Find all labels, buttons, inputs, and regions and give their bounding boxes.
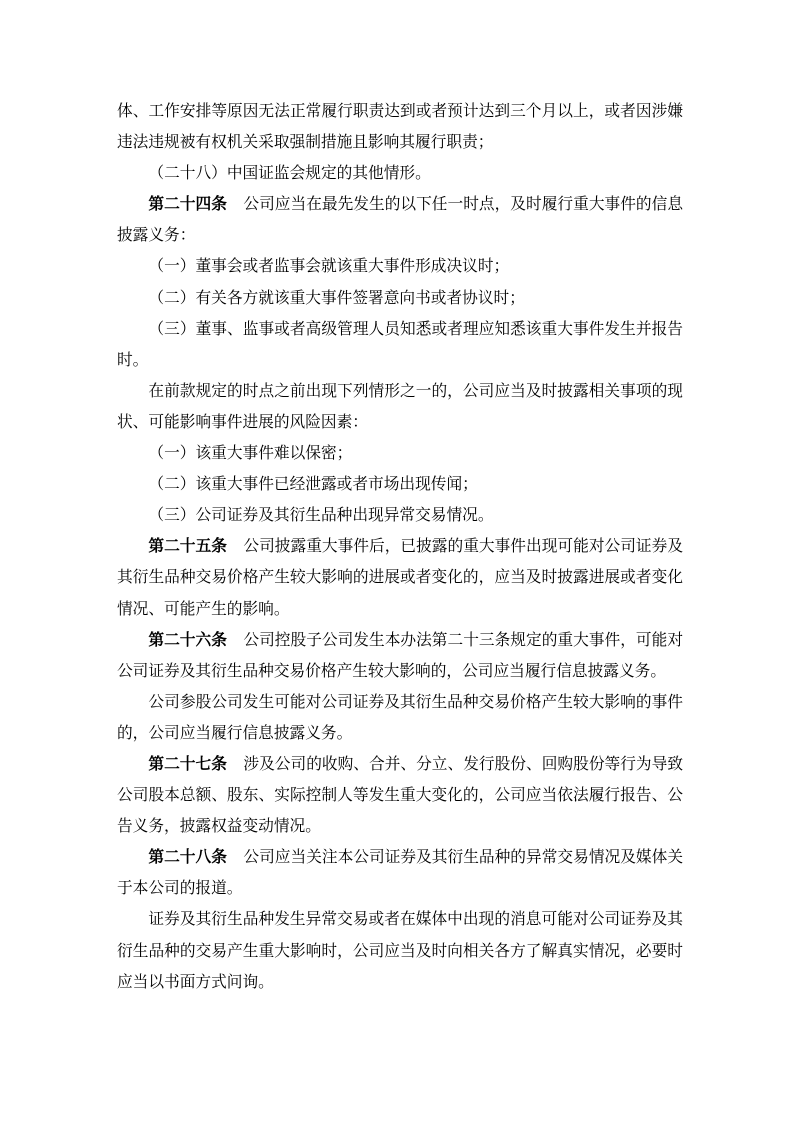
paragraph-text: 证券及其衍生品种发生异常交易或者在媒体中出现的消息可能对公司证券及其衍生品种的交易产生重大影响时，公司应当及时向相关各方了解真实情况，必要时应当以书面方式问询。: [117, 911, 683, 991]
paragraph-text: 体、工作安排等原因无法正常履行职责达到或者预计达到三个月以上，或者因涉嫌违法违规被有权机关采取强制措施且影响其履行职责；: [117, 103, 683, 152]
paragraph-text: 公司应当在最先发生的以下任一时点，及时履行重大事件的信息披露义务：: [117, 196, 684, 245]
paragraph-text: （二十八）中国证监会规定的其他情形。: [148, 165, 431, 183]
paragraph-text: 公司控股子公司发生本办法第二十三条规定的重大事件，可能对公司证券及其衍生品种交易价格产生较大影响的，公司应当履行信息披露义务。: [117, 631, 684, 680]
article-number: 第二十七条: [148, 755, 227, 773]
body-paragraph: [117, 376, 683, 438]
article-paragraph: [117, 531, 683, 624]
article-number: 第二十五条: [148, 538, 227, 556]
article-paragraph: [117, 842, 683, 904]
paragraph-text: （二）该重大事件已经泄露或者市场出现传闻；: [148, 476, 478, 494]
paragraph-text: 公司应当关注本公司证券及其衍生品种的异常交易情况及媒体关于本公司的报道。: [117, 849, 684, 898]
paragraph-text: 涉及公司的收购、合并、分立、发行股份、回购股份等行为导致公司股本总额、股东、实际控制人等发生重大变化的，公司应当依法履行报告、公告义务，披露权益变动情况。: [117, 755, 684, 836]
body-paragraph: [117, 438, 683, 469]
body-paragraph: [117, 500, 683, 531]
paragraph-text: （一）董事会或者监事会就该重大事件形成决议时；: [148, 258, 510, 276]
body-paragraph: [117, 904, 683, 997]
paragraph-text: （三）公司证券及其衍生品种出现异常交易情况。: [148, 507, 494, 525]
body-paragraph: [117, 251, 683, 282]
paragraph-text: 公司参股公司发生可能对公司证券及其衍生品种交易价格产生较大影响的事件的，公司应当履行信息披露义务。: [117, 693, 683, 742]
article-number: 第二十四条: [148, 196, 227, 214]
body-paragraph: [117, 283, 683, 314]
body-paragraph: [117, 687, 683, 749]
paragraph-text: （一）该重大事件难以保密；: [148, 445, 353, 463]
body-paragraph: [117, 469, 683, 500]
article-number: 第二十八条: [148, 849, 227, 867]
article-paragraph: [117, 625, 683, 687]
article-number: 第二十六条: [148, 631, 227, 649]
body-paragraph: [117, 314, 683, 376]
document-body: [117, 96, 683, 998]
paragraph-text: （二）有关各方就该重大事件签署意向书或者协议时；: [148, 289, 525, 307]
article-paragraph: [117, 749, 683, 842]
paragraph-text: （三）董事、监事或者高级管理人员知悉或者理应知悉该重大事件发生并报告时。: [117, 320, 683, 369]
paragraph-text: 在前款规定的时点之前出现下列情形之一的，公司应当及时披露相关事项的现状、可能影响事件进展的风险因素：: [117, 382, 683, 431]
paragraph-text: 公司披露重大事件后，已披露的重大事件出现可能对公司证券及其衍生品种交易价格产生较大影响的进展或者变化的，应当及时披露进展或者变化情况、可能产生的影响。: [117, 538, 684, 618]
article-paragraph: [117, 189, 683, 251]
body-paragraph: [117, 158, 683, 189]
body-paragraph: [117, 96, 683, 158]
